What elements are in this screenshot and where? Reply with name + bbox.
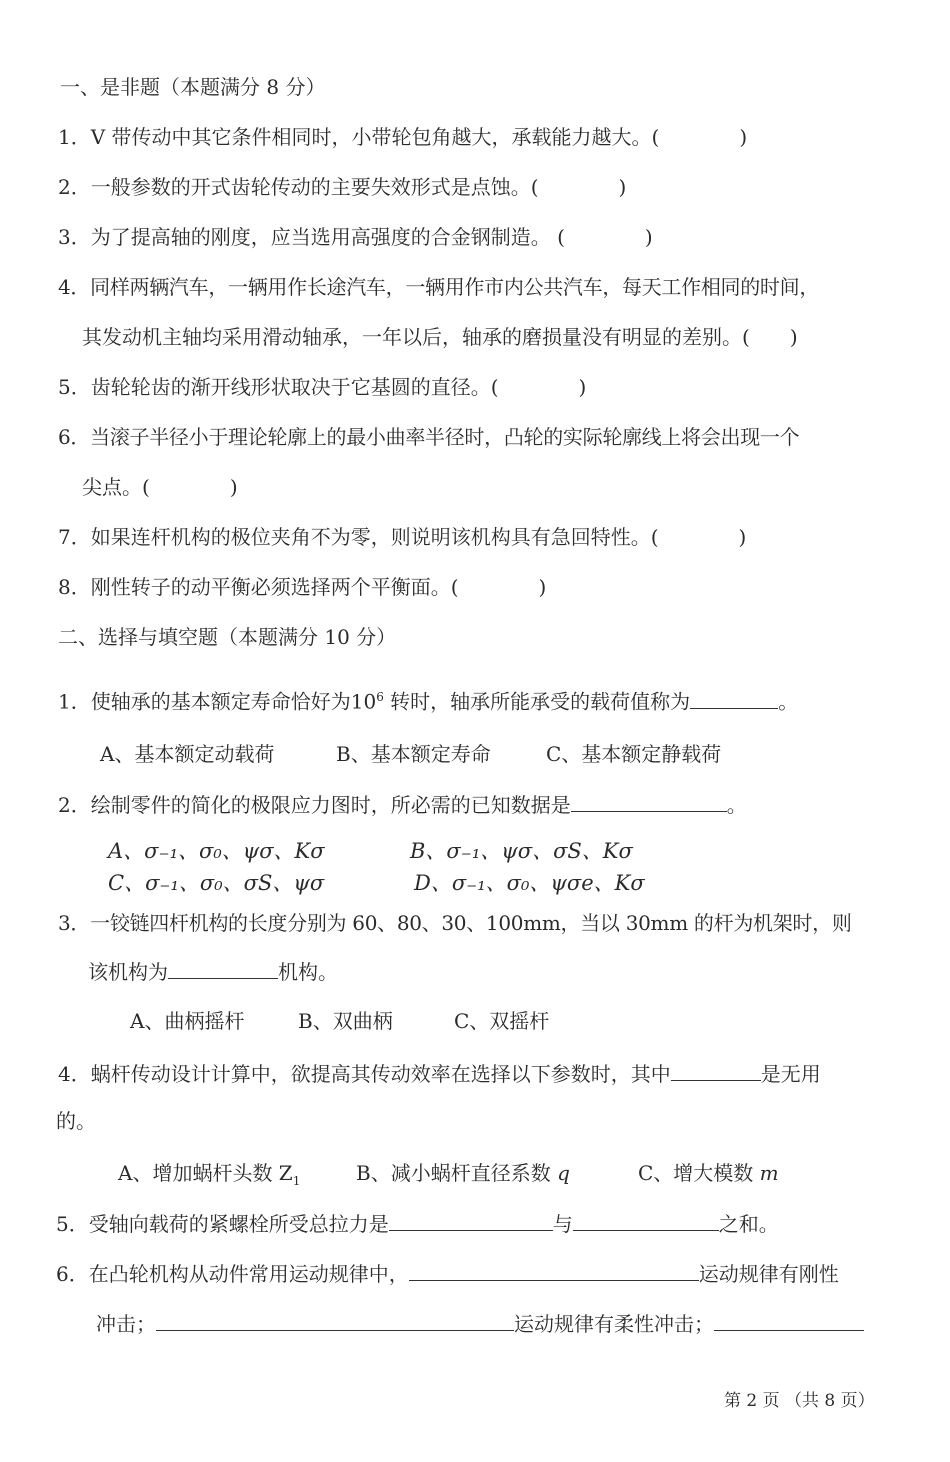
question-text: 该机构为 (88, 960, 168, 984)
option-d: D、σ₋₁、σ₀、ψσe、Kσ (414, 871, 645, 895)
answer-paren-close: ) (538, 575, 547, 599)
fill-question-4-line1 (58, 1060, 821, 1087)
tf-question-3 (58, 224, 653, 250)
fill-question-3-line1: 3．一铰链四杆机构的长度分别为 60、80、30、100mm，当以 30mm 的杆为机架时，则 (58, 911, 852, 935)
fill-question-6-line1 (56, 1260, 839, 1287)
tf-question-6-line2 (82, 474, 238, 500)
fill-question-2 (58, 791, 747, 818)
page-footer: 第 2 页 （共 8 页） (724, 1391, 875, 1411)
question-text: 5．齿轮轮齿的渐开线形状取决于它基圆的直径。( (58, 375, 499, 399)
section2-title: 二、选择与填空题（本题满分 10 分） (58, 625, 397, 649)
question-text: 1．V 带传动中其它条件相同时，小带轮包角越大，承载能力越大。( (58, 125, 660, 149)
option-b: B、基本额定寿命 (336, 742, 491, 766)
answer-paren-close: ) (738, 525, 747, 549)
fill-question-5 (56, 1210, 779, 1237)
question-text: 1．使轴承的基本额定寿命恰好为10 (58, 689, 377, 714)
answer-paren-close: ) (644, 225, 653, 249)
tf-question-6-line1: 6．当滚子半径小于理论轮廓上的最小曲率半径时，凸轮的实际轮廓线上将会出现一个 (58, 425, 800, 449)
question-text: 冲击； (96, 1312, 156, 1336)
tf-question-2 (58, 174, 626, 200)
question-text: 4．蜗杆传动设计计算中，欲提高其传动效率在选择以下参数时，其中 (58, 1062, 671, 1086)
question-text-2: 运动规律有刚性 (698, 1262, 839, 1286)
option-a: A、基本额定动载荷 (100, 742, 275, 766)
tf-question-8 (58, 574, 546, 600)
option-a-text: A、增加蜗杆头数 Z (118, 1161, 293, 1185)
exponent: 6 (376, 690, 384, 704)
fill-question-4-line2: 的。 (56, 1109, 96, 1133)
fill-question-3-line2 (88, 958, 338, 985)
question-text-2: 运动规律有柔性冲击； (514, 1312, 714, 1336)
question-text: 2．绘制零件的简化的极限应力图时，所必需的已知数据是 (58, 793, 571, 817)
answer-blank[interactable] (168, 958, 278, 979)
question-text: 7．如果连杆机构的极位夹角不为零，则说明该机构具有急回特性。( (58, 525, 659, 549)
fill-question-1 (58, 684, 798, 715)
question-end: 之和。 (718, 1212, 779, 1236)
answer-blank[interactable] (690, 688, 778, 709)
option-a: A、σ₋₁、σ₀、ψσ、Kσ (108, 839, 325, 863)
question-text: 2．一般参数的开式齿轮传动的主要失效形式是点蚀。( (58, 175, 539, 199)
q1-options (100, 741, 721, 767)
question-end: 机构。 (278, 960, 338, 984)
answer-paren-close: ) (618, 175, 627, 199)
fill-question-6-line2 (96, 1310, 864, 1337)
question-text: 8．刚性转子的动平衡必须选择两个平衡面。( (58, 575, 459, 599)
question-text: 5．受轴向载荷的紧螺栓所受总拉力是 (56, 1212, 389, 1236)
option-b-text: B、减小蜗杆直径系数 (356, 1161, 558, 1185)
tf-question-7 (58, 524, 746, 550)
question-text: 3．为了提高轴的刚度，应当选用高强度的合金钢制造。 ( (58, 225, 565, 249)
option-a: A、曲柄摇杆 (130, 1009, 245, 1033)
question-text-2: 与 (552, 1212, 573, 1236)
answer-blank-2[interactable] (573, 1210, 719, 1231)
option-b: B、双曲柄 (298, 1009, 393, 1033)
option-c: C、基本额定静载荷 (546, 742, 722, 766)
answer-blank-3[interactable] (714, 1310, 864, 1331)
option-b-variable: q (557, 1161, 570, 1185)
tf-question-4-line1: 4．同样两辆汽车，一辆用作长途汽车，一辆用作市内公共汽车，每天工作相同的时间， (58, 275, 820, 299)
answer-blank-2[interactable] (156, 1310, 514, 1331)
question-end: 。 (726, 793, 747, 817)
question-text: 其发动机主轴均采用滑动轴承，一年以后，轴承的磨损量没有明显的差别。( (82, 325, 750, 349)
option-c: C、双摇杆 (454, 1009, 550, 1033)
q3-options (130, 1008, 549, 1034)
answer-paren-close: ) (578, 375, 587, 399)
section1-title: 一、是非题（本题满分 8 分） (60, 75, 326, 99)
option-a (118, 1160, 356, 1194)
answer-paren-close: ) (739, 125, 748, 149)
answer-blank-1[interactable] (389, 1210, 553, 1231)
q4-options (118, 1160, 779, 1194)
question-end: 。 (778, 689, 799, 714)
answer-paren-close: ) (229, 475, 238, 499)
q2-options-row2 (108, 870, 645, 896)
q2-options-row1 (108, 838, 633, 864)
option-c-variable: m (759, 1161, 779, 1185)
question-text-2: 转时，轴承所能承受的载荷值称为 (383, 689, 691, 714)
question-text: 尖点。( (82, 475, 150, 499)
tf-question-1 (58, 124, 747, 150)
option-c-text: C、增大模数 (638, 1161, 760, 1185)
option-a-subscript: 1 (292, 1174, 301, 1188)
question-text-2: 是无用 (760, 1062, 821, 1086)
option-c (638, 1160, 779, 1186)
option-b (356, 1160, 638, 1186)
answer-paren-close: ) (789, 325, 798, 349)
option-c: C、σ₋₁、σ₀、σS、ψσ (108, 871, 325, 895)
answer-blank-1[interactable] (409, 1260, 699, 1281)
option-b: B、σ₋₁、ψσ、σS、Kσ (410, 839, 633, 863)
tf-question-5 (58, 374, 586, 400)
question-text: 6．在凸轮机构从动件常用运动规律中， (56, 1262, 409, 1286)
tf-question-4-line2 (82, 324, 798, 350)
answer-blank[interactable] (571, 791, 727, 812)
answer-blank[interactable] (671, 1060, 761, 1081)
